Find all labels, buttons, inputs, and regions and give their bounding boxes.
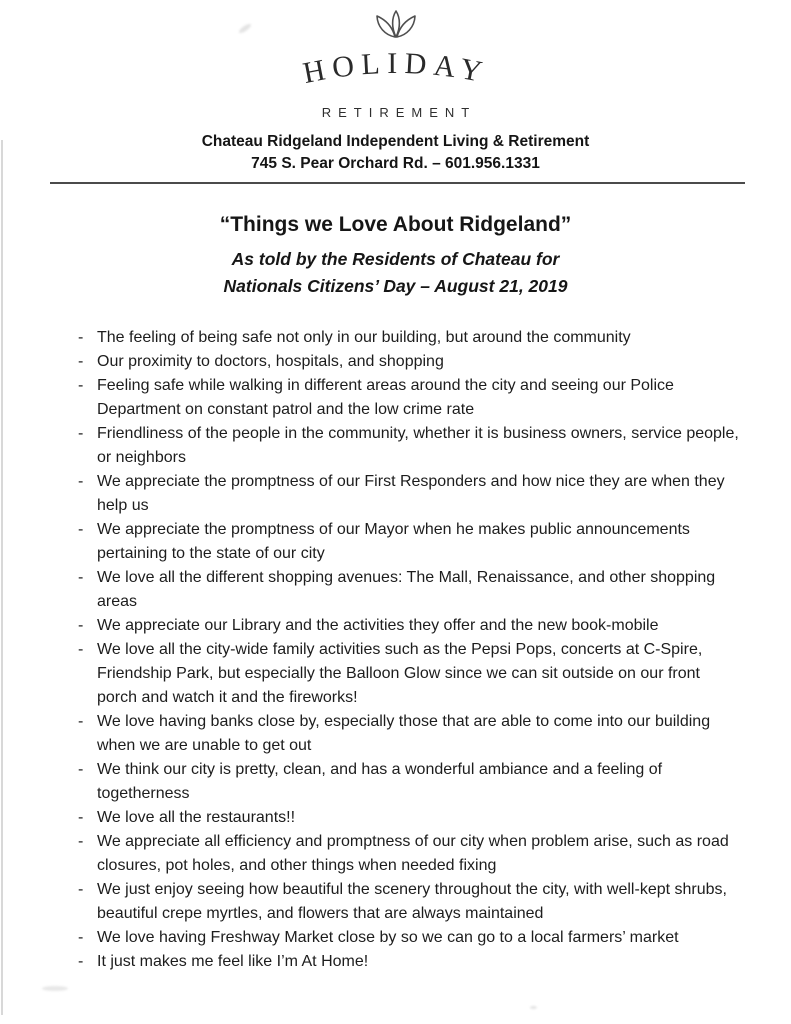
list-item-text: We think our city is pretty, clean, and has a wonderful ambiance and a feeling of togetherness bbox=[97, 761, 663, 802]
list-item-text: We love all the restaurants!! bbox=[97, 809, 296, 826]
list-item bbox=[78, 326, 739, 350]
lotus-icon bbox=[370, 8, 422, 48]
document-title: “Things we Love About Ridgeland” bbox=[219, 213, 572, 236]
list-item bbox=[78, 374, 739, 422]
brand-subtitle: RETIREMENT bbox=[321, 105, 477, 120]
brand-text: HOLIDAY bbox=[299, 46, 492, 90]
svg-text:HOLIDAY bbox=[300, 47, 491, 90]
love-list bbox=[0, 326, 791, 974]
list-item bbox=[78, 950, 739, 974]
list-item bbox=[78, 638, 739, 710]
dash-bullet: - bbox=[78, 329, 84, 346]
list-item-text: We love all the different shopping avenues: The Mall, Renaissance, and other shopping areas bbox=[97, 569, 716, 610]
dash-bullet: - bbox=[78, 809, 84, 826]
list-item-text: We appreciate our Library and the activities they offer and the new book-mobile bbox=[97, 617, 659, 634]
dash-bullet: - bbox=[78, 713, 84, 730]
document-body bbox=[0, 213, 791, 974]
dash-bullet: - bbox=[78, 569, 84, 586]
header-divider bbox=[50, 182, 745, 184]
list-item bbox=[78, 806, 739, 830]
facility-name: Chateau Ridgeland Independent Living & Retirement bbox=[201, 133, 590, 150]
list-item-text: We appreciate the promptness of our Mayor when he makes public announcements pertaining to the state of our city bbox=[97, 521, 690, 562]
dash-bullet: - bbox=[78, 473, 84, 490]
document-subtitle bbox=[0, 246, 791, 300]
list-item bbox=[78, 350, 739, 374]
list-item bbox=[78, 614, 739, 638]
list-item-text: We just enjoy seeing how beautiful the scenery throughout the city, with well-kept shrubs, beautiful crepe myrtles, and flowers that are always maintained bbox=[97, 881, 727, 922]
list-item bbox=[78, 422, 739, 470]
list-item-text: We love having banks close by, especially those that are able to come into our building when we are unable to get out bbox=[97, 713, 711, 754]
dash-bullet: - bbox=[78, 641, 84, 658]
dash-bullet: - bbox=[78, 761, 84, 778]
list-item-text: We appreciate all efficiency and promptness of our city when problem arise, such as road closures, pot holes, and other things when needed fixing bbox=[97, 833, 729, 874]
list-item-text: Our proximity to doctors, hospitals, and shopping bbox=[97, 353, 444, 370]
subtitle-line1: As told by the Residents of Chateau for bbox=[231, 249, 560, 269]
scan-smudge bbox=[42, 986, 68, 991]
list-item-text: We appreciate the promptness of our First Responders and how nice they are when they help us bbox=[97, 473, 725, 514]
list-item bbox=[78, 518, 739, 566]
letterhead bbox=[0, 0, 791, 173]
dash-bullet: - bbox=[78, 833, 84, 850]
list-item bbox=[78, 926, 739, 950]
list-item-text: We love all the city-wide family activities such as the Pepsi Pops, concerts at C-Spire, Friendship Park, but especially the Balloon Glow since we can sit outside on our front porch and watch it and the fireworks! bbox=[97, 641, 703, 706]
dash-bullet: - bbox=[78, 521, 84, 538]
dash-bullet: - bbox=[78, 425, 84, 442]
list-item-text: It just makes me feel like I’m At Home! bbox=[97, 953, 369, 970]
facility-address: 745 S. Pear Orchard Rd. – 601.956.1331 bbox=[251, 155, 540, 172]
dash-bullet: - bbox=[78, 881, 84, 898]
list-item bbox=[78, 566, 739, 614]
scan-smudge bbox=[530, 1006, 537, 1009]
scan-edge-artifact bbox=[1, 140, 3, 1015]
dash-bullet: - bbox=[78, 953, 84, 970]
dash-bullet: - bbox=[78, 929, 84, 946]
list-item bbox=[78, 758, 739, 806]
list-item bbox=[78, 710, 739, 758]
dash-bullet: - bbox=[78, 617, 84, 634]
brand-wordmark bbox=[241, 44, 551, 104]
list-item bbox=[78, 878, 739, 926]
dash-bullet: - bbox=[78, 377, 84, 394]
list-item-text: Feeling safe while walking in different areas around the city and seeing our Police Department on constant patrol and the low crime rate bbox=[97, 377, 674, 418]
dash-bullet: - bbox=[78, 353, 84, 370]
list-item-text: We love having Freshway Market close by so we can go to a local farmers’ market bbox=[97, 929, 679, 946]
list-item-text: Friendliness of the people in the community, whether it is business owners, service people, or neighbors bbox=[97, 425, 739, 466]
list-item bbox=[78, 470, 739, 518]
list-item bbox=[78, 830, 739, 878]
subtitle-line2: Nationals Citizens’ Day – August 21, 2019 bbox=[223, 276, 568, 296]
list-item-text: The feeling of being safe not only in our building, but around the community bbox=[97, 329, 631, 346]
